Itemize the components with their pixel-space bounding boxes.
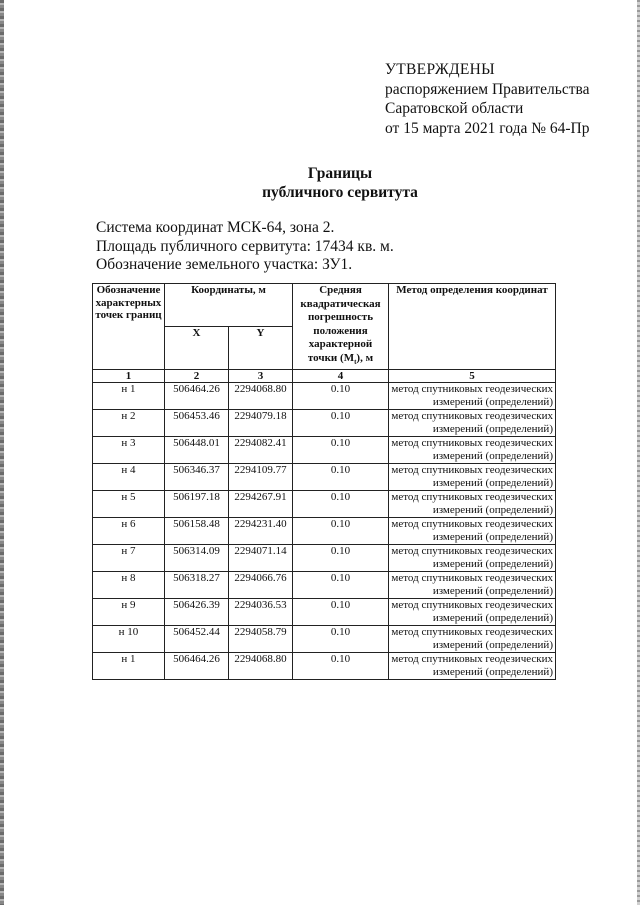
x-coordinate: 506453.46 bbox=[165, 410, 229, 437]
point-id: н 1 bbox=[93, 653, 165, 680]
x-coordinate: 506448.01 bbox=[165, 437, 229, 464]
column-number: 2 bbox=[165, 370, 229, 383]
x-coordinate: 506197.18 bbox=[165, 491, 229, 518]
mse-value: 0.10 bbox=[293, 626, 389, 653]
column-number-row bbox=[93, 370, 556, 383]
mse-value: 0.10 bbox=[293, 545, 389, 572]
column-number: 1 bbox=[93, 370, 165, 383]
y-coordinate: 2294109.77 bbox=[229, 464, 293, 491]
y-coordinate: 2294071.14 bbox=[229, 545, 293, 572]
scan-edge-left bbox=[0, 0, 4, 905]
table-row bbox=[93, 464, 556, 491]
method-line: измерений (определений) bbox=[432, 476, 553, 489]
method-line: измерений (определений) bbox=[432, 557, 553, 570]
method-line: метод спутниковых геодезических bbox=[391, 518, 553, 531]
method-line: метод спутниковых геодезических bbox=[391, 626, 553, 639]
table-row bbox=[93, 518, 556, 545]
y-coordinate: 2294068.80 bbox=[229, 653, 293, 680]
method-line: метод спутниковых геодезических bbox=[391, 383, 553, 396]
point-id: н 5 bbox=[93, 491, 165, 518]
point-id: н 10 bbox=[93, 626, 165, 653]
x-coordinate: 506318.27 bbox=[165, 572, 229, 599]
coordinate-system: Система координат МСК-64, зона 2. bbox=[96, 219, 335, 236]
method-cell bbox=[389, 653, 556, 680]
method-cell bbox=[389, 572, 556, 599]
info-block bbox=[96, 219, 394, 275]
method-line: метод спутниковых геодезических bbox=[391, 653, 553, 666]
method-line: измерений (определений) bbox=[432, 611, 553, 624]
method-cell bbox=[389, 545, 556, 572]
y-coordinate: 2294082.41 bbox=[229, 437, 293, 464]
point-id: н 1 bbox=[93, 383, 165, 410]
coordinates-table bbox=[92, 283, 556, 680]
y-coordinate: 2294066.76 bbox=[229, 572, 293, 599]
x-coordinate: 506464.26 bbox=[165, 383, 229, 410]
table-row bbox=[93, 491, 556, 518]
x-coordinate: 506346.37 bbox=[165, 464, 229, 491]
approval-block bbox=[385, 60, 590, 138]
header-coordinates: Координаты, м bbox=[165, 284, 293, 327]
table-row bbox=[93, 410, 556, 437]
header-method: Метод определения координат bbox=[389, 284, 556, 370]
table-row bbox=[93, 599, 556, 626]
header-y: Y bbox=[229, 327, 293, 370]
y-coordinate: 2294079.18 bbox=[229, 410, 293, 437]
x-coordinate: 506426.39 bbox=[165, 599, 229, 626]
method-cell bbox=[389, 437, 556, 464]
method-line: метод спутниковых геодезических bbox=[391, 437, 553, 450]
column-number: 5 bbox=[389, 370, 556, 383]
method-line: измерений (определений) bbox=[432, 530, 553, 543]
mse-value: 0.10 bbox=[293, 518, 389, 545]
approval-line: Саратовской области bbox=[385, 100, 524, 117]
y-coordinate: 2294058.79 bbox=[229, 626, 293, 653]
point-id: н 4 bbox=[93, 464, 165, 491]
method-line: метод спутниковых геодезических bbox=[391, 599, 553, 612]
approval-heading: УТВЕРЖДЕНЫ bbox=[385, 61, 495, 78]
method-cell bbox=[389, 518, 556, 545]
method-line: метод спутниковых геодезических bbox=[391, 464, 553, 477]
x-coordinate: 506464.26 bbox=[165, 653, 229, 680]
mse-value: 0.10 bbox=[293, 383, 389, 410]
table-row bbox=[93, 437, 556, 464]
title-line: публичного сервитута bbox=[262, 184, 418, 201]
point-id: н 9 bbox=[93, 599, 165, 626]
mse-value: 0.10 bbox=[293, 437, 389, 464]
mse-value: 0.10 bbox=[293, 491, 389, 518]
mse-value: 0.10 bbox=[293, 572, 389, 599]
column-number: 3 bbox=[229, 370, 293, 383]
method-line: измерений (определений) bbox=[432, 503, 553, 516]
approval-date: от 15 марта 2021 года № 64-Пр bbox=[385, 119, 590, 137]
point-id: н 8 bbox=[93, 572, 165, 599]
method-line: измерений (определений) bbox=[432, 584, 553, 597]
table-row bbox=[93, 653, 556, 680]
method-line: метод спутниковых геодезических bbox=[391, 491, 553, 504]
x-coordinate: 506314.09 bbox=[165, 545, 229, 572]
method-cell bbox=[389, 383, 556, 410]
table-header-row bbox=[93, 284, 556, 327]
y-coordinate: 2294036.53 bbox=[229, 599, 293, 626]
approval-line: распоряжением Правительства bbox=[385, 80, 590, 98]
method-cell bbox=[389, 491, 556, 518]
mse-value: 0.10 bbox=[293, 410, 389, 437]
point-id: н 3 bbox=[93, 437, 165, 464]
point-id: н 7 bbox=[93, 545, 165, 572]
mse-value: 0.10 bbox=[293, 653, 389, 680]
method-cell bbox=[389, 410, 556, 437]
table-row bbox=[93, 383, 556, 410]
method-cell bbox=[389, 626, 556, 653]
method-line: измерений (определений) bbox=[432, 665, 553, 678]
title-line: Границы bbox=[307, 165, 373, 182]
header-x: X bbox=[165, 327, 229, 370]
table-row bbox=[93, 572, 556, 599]
column-number: 4 bbox=[293, 370, 389, 383]
method-line: метод спутниковых геодезических bbox=[391, 545, 553, 558]
header-mse: Средняя квадратическая погрешность положения характерной точки $(M_t)$, м bbox=[293, 284, 389, 370]
point-id: н 6 bbox=[93, 518, 165, 545]
parcel-designation: Обозначение земельного участка: ЗУ1. bbox=[96, 256, 353, 273]
mse-value: 0.10 bbox=[293, 464, 389, 491]
method-line: метод спутниковых геодезических bbox=[391, 410, 553, 423]
method-cell bbox=[389, 464, 556, 491]
mse-value: 0.10 bbox=[293, 599, 389, 626]
point-id: н 2 bbox=[93, 410, 165, 437]
method-line: метод спутниковых геодезических bbox=[391, 572, 553, 585]
x-coordinate: 506452.44 bbox=[165, 626, 229, 653]
header-designation: Обозначение характерных точек границ bbox=[93, 284, 165, 370]
table-row bbox=[93, 626, 556, 653]
y-coordinate: 2294267.91 bbox=[229, 491, 293, 518]
servitude-area: Площадь публичного сервитута: 17434 кв. м. bbox=[96, 237, 394, 255]
method-cell bbox=[389, 599, 556, 626]
x-coordinate: 506158.48 bbox=[165, 518, 229, 545]
y-coordinate: 2294068.80 bbox=[229, 383, 293, 410]
y-coordinate: 2294231.40 bbox=[229, 518, 293, 545]
method-line: измерений (определений) bbox=[432, 395, 553, 408]
method-line: измерений (определений) bbox=[432, 638, 553, 651]
document-title bbox=[0, 164, 640, 202]
method-line: измерений (определений) bbox=[432, 422, 553, 435]
table-row bbox=[93, 545, 556, 572]
method-line: измерений (определений) bbox=[432, 449, 553, 462]
